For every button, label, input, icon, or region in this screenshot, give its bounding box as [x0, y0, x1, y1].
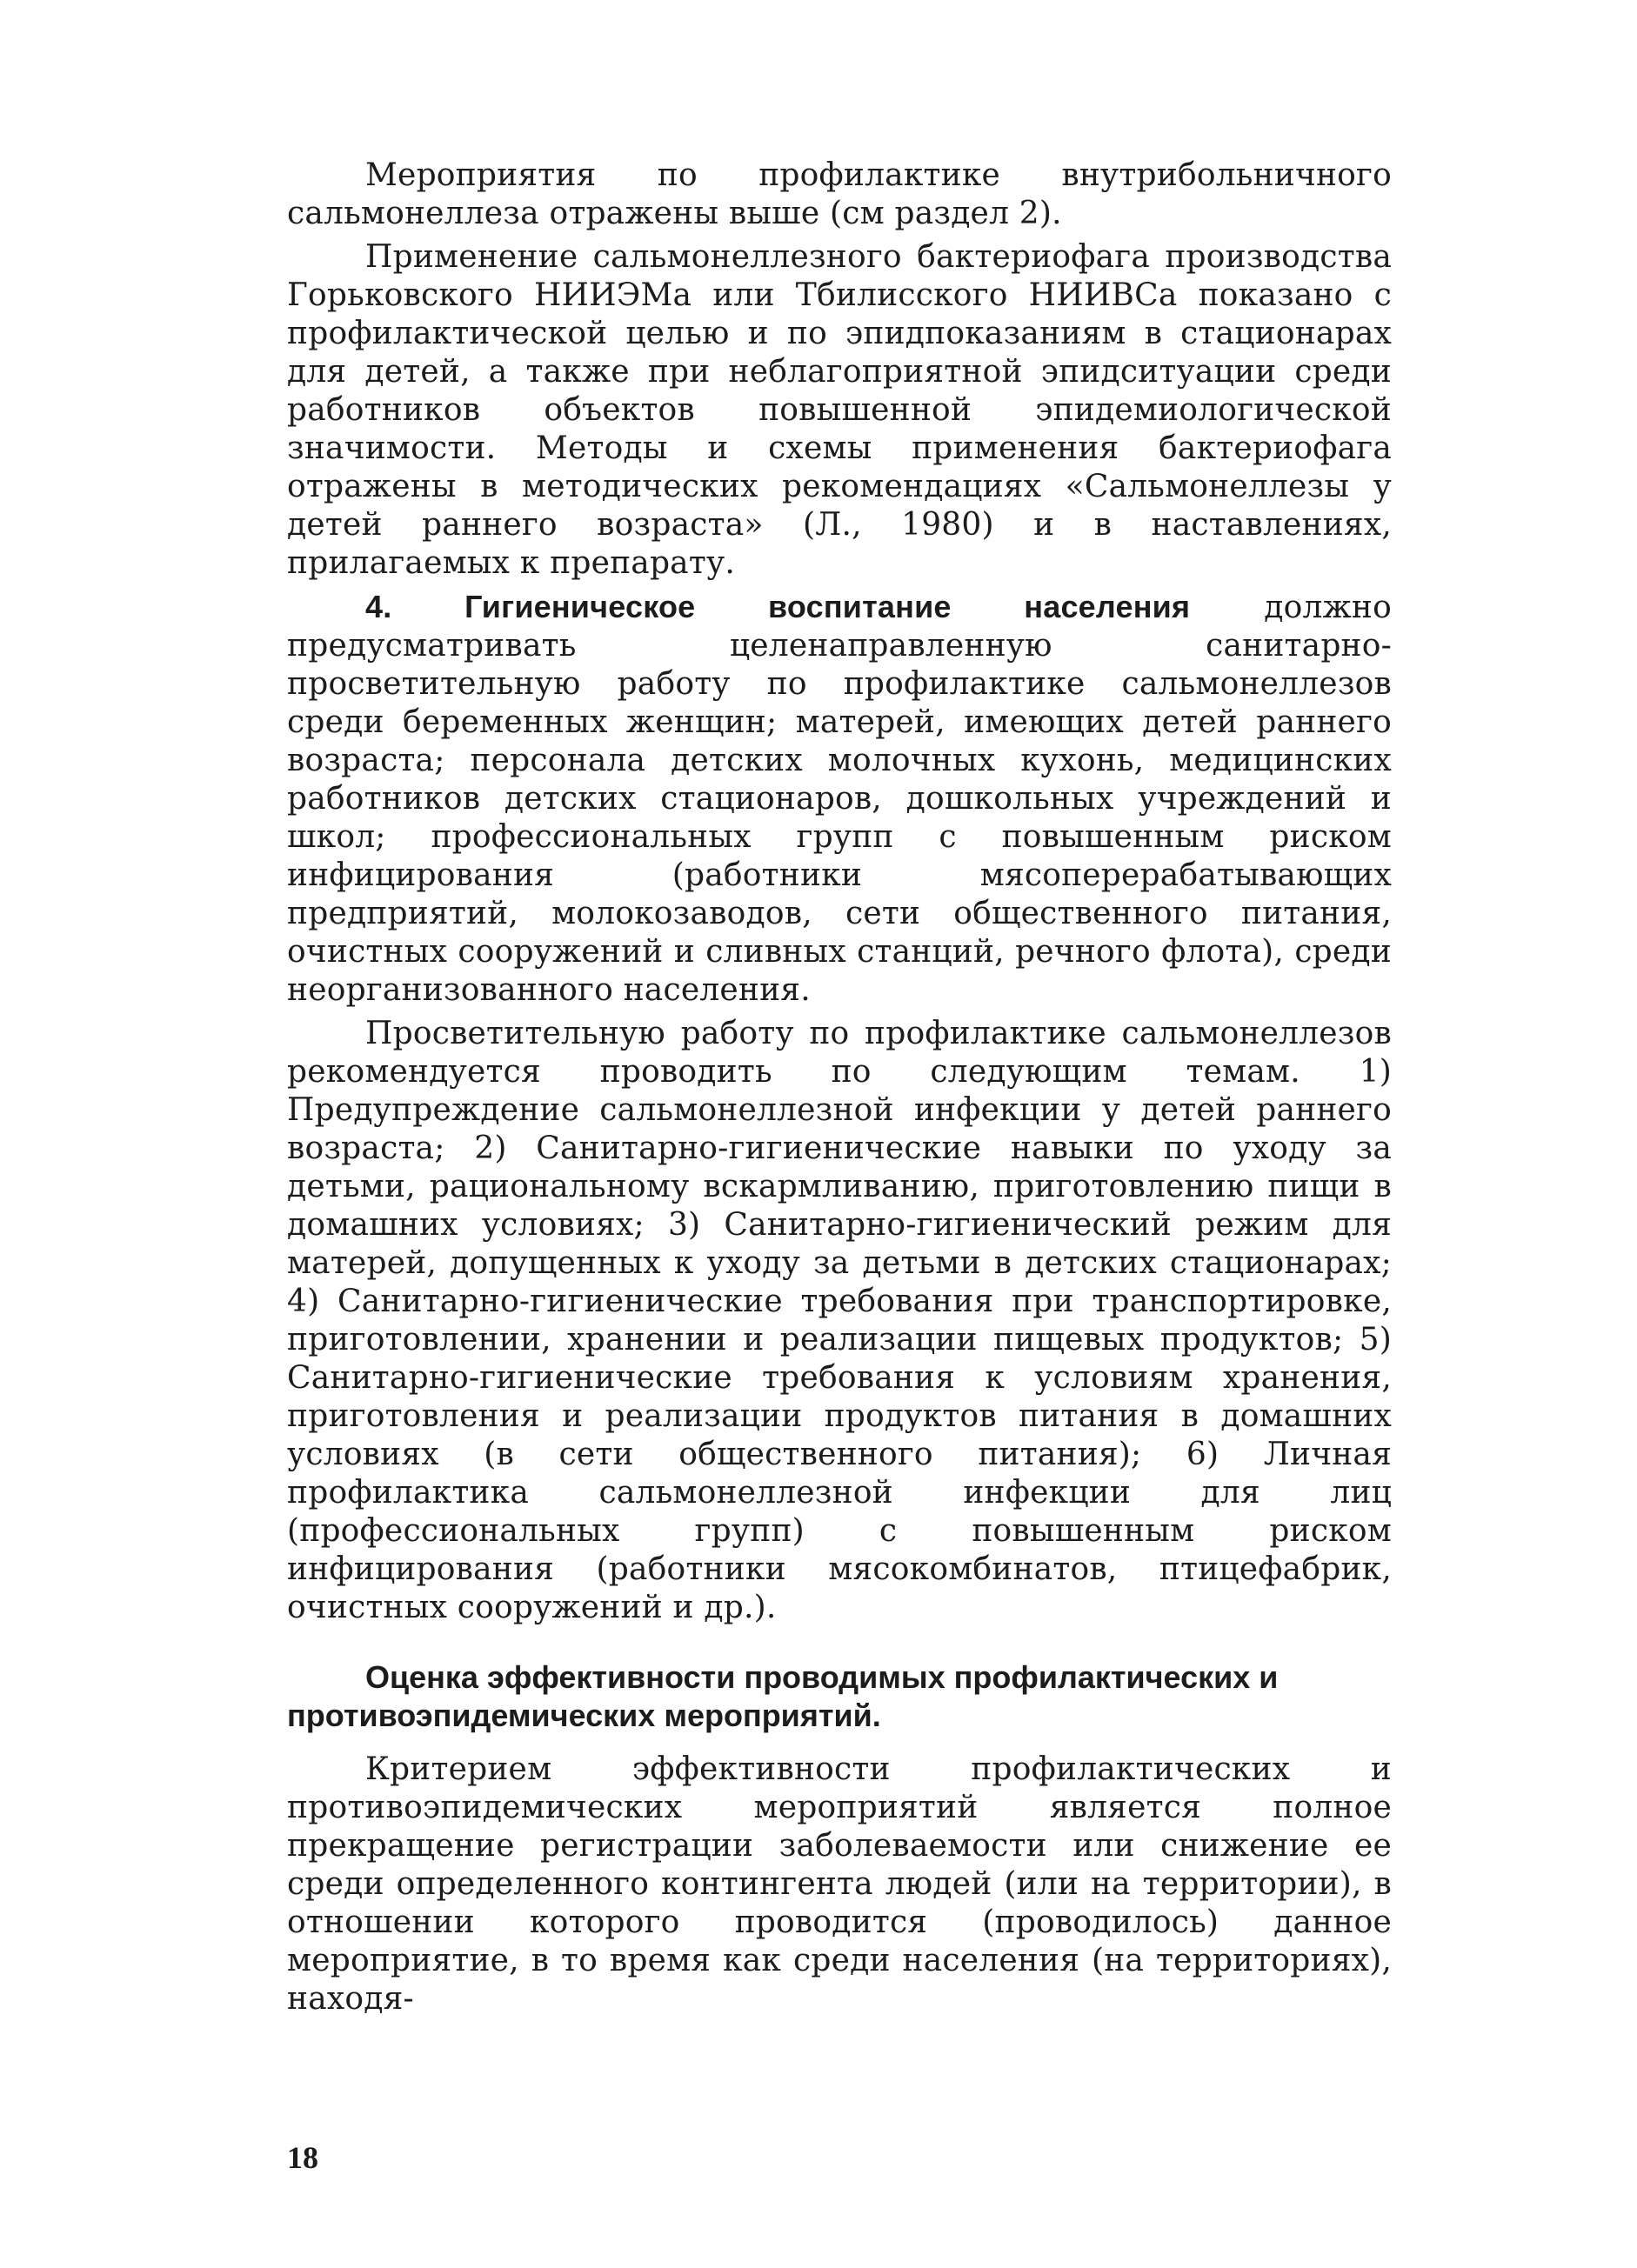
hygiene-education-text: должно предусматривать целенаправленную санитарно-просветительную работу по профилактике сальмонеллезов среди беременных женщин; матерей, имеющих детей раннего возраста; персонала детских молочных кухонь, медицинских работников детских стационаров, дошкольных учреждений и школ; профессиональных групп с повышенным риском инфицирования (работники мясоперерабатывающих предприятий, молокозаводов, сети общественного питания, очистных сооружений и сливных станций, речного флота), среди неорганизованного населения. [287, 590, 1392, 1008]
paragraph-hygiene-education [287, 588, 1392, 1010]
section-heading-effectiveness: Оценка эффективности проводимых профилактических и противоэпидемических мероприятий. [287, 1659, 1279, 1733]
paragraph-education-topics: Просветительную работу по профилактике сальмонеллезов рекомендуется проводить по следующим темам. 1) Предупреждение сальмонеллезной инфекции у детей раннего возраста; 2) Санитарно-гигиенические навыки по уходу за детьми, рациональному вскармливанию, приготовлению пищи в домашних условиях; 3) Санитарно-гигиенический режим для матерей, допущенных к уходу за детьми в детских стационарах; 4) Санитарно-гигиенические требования при транспортировке, приготовлении, хранении и реализации пищевых продуктов; 5) Санитарно-гигиенические требования к условиям хранения, приготовления и реализации продуктов питания в домашних условиях (в сети общественного питания); 6) Личная профилактика сальмонеллезной инфекции для лиц (профессиональных групп) с повышенным риском инфицирования (работники мясокомбинатов, птицефабрик, очистных сооружений и др.). [287, 1016, 1392, 1625]
page-number: 18 [287, 2140, 318, 2175]
paragraph-hospital-salmonellosis: Мероприятия по профилактике внутрибольничного сальмонеллеза отражены выше (см раздел 2). [287, 157, 1392, 231]
page-body [287, 157, 1392, 2018]
paragraph-effectiveness-criteria: Критерием эффективности профилактических и противоэпидемических мероприятий является полное прекращение регистрации заболеваемости или снижение ее среди определенного контингента людей (или на территории), в отношении которого проводится (проводилось) данное мероприятие, в то время как среди населения (на территориях), находя- [287, 1751, 1392, 2017]
hygiene-education-lead: 4. Гигиеническое воспитание населения [365, 589, 1191, 624]
paragraph-bacteriophage: Применение сальмонеллезного бактериофага производства Горьковского НИИЭМа или Тбилисского НИИВСа показано с профилактической целью и по эпидпоказаниям в стационарах для детей, а также при неблагоприятной эпидситуации среди работников объектов повышенной эпидемиологической значимости. Методы и схемы применения бактериофага отражены в методических рекомендациях «Сальмонеллезы у детей раннего возраста» (Л., 1980) и в наставлениях, прилагаемых к препарату. [287, 239, 1392, 581]
